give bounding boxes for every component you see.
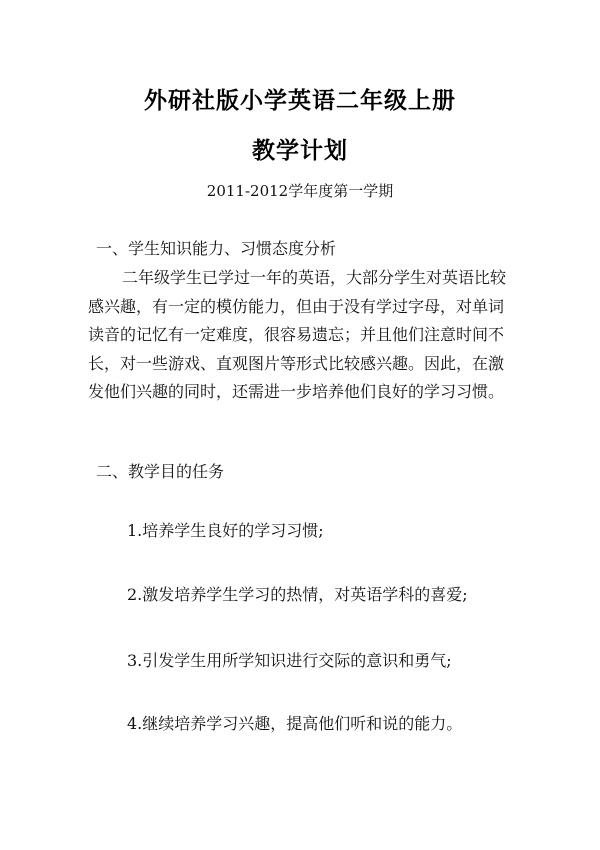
- section-heading-analysis: 一、学生知识能力、习惯态度分析: [96, 239, 337, 258]
- paragraph-line: 二年级学生已学过一年的英语，大部分学生对英语比较: [122, 268, 507, 287]
- goal-item: 3.引发学生用所学知识进行交际的意识和勇气;: [127, 651, 452, 670]
- section-heading-goals: 二、教学目的任务: [96, 462, 225, 481]
- paragraph-line: 感兴趣，有一定的模仿能力，但由于没有学过字母，对单词: [88, 296, 505, 316]
- document-subtitle: 教学计划: [252, 138, 348, 164]
- goal-item: 2.激发培养学生学习的热情，对英语学科的喜爱;: [127, 585, 468, 604]
- paragraph-line: 长，对一些游戏、直观图片等形式比较感兴趣。因此，在激: [88, 353, 505, 373]
- paragraph-line: 读音的记忆有一定难度，很容易遗忘；并且他们注意时间不: [88, 325, 505, 344]
- document-title: 外研社版小学英语二年级上册: [144, 88, 456, 114]
- analysis-paragraph: [88, 264, 518, 407]
- school-term: 2011-2012学年度第一学期: [206, 182, 394, 200]
- goal-item: 4.继续培养学习兴趣，提高他们听和说的能力。: [127, 714, 463, 733]
- paragraph-line: 发他们兴趣的同时，还需进一步培养他们良好的学习习惯。: [88, 382, 505, 401]
- goal-item: 1.培养学生良好的学习习惯;: [127, 521, 324, 540]
